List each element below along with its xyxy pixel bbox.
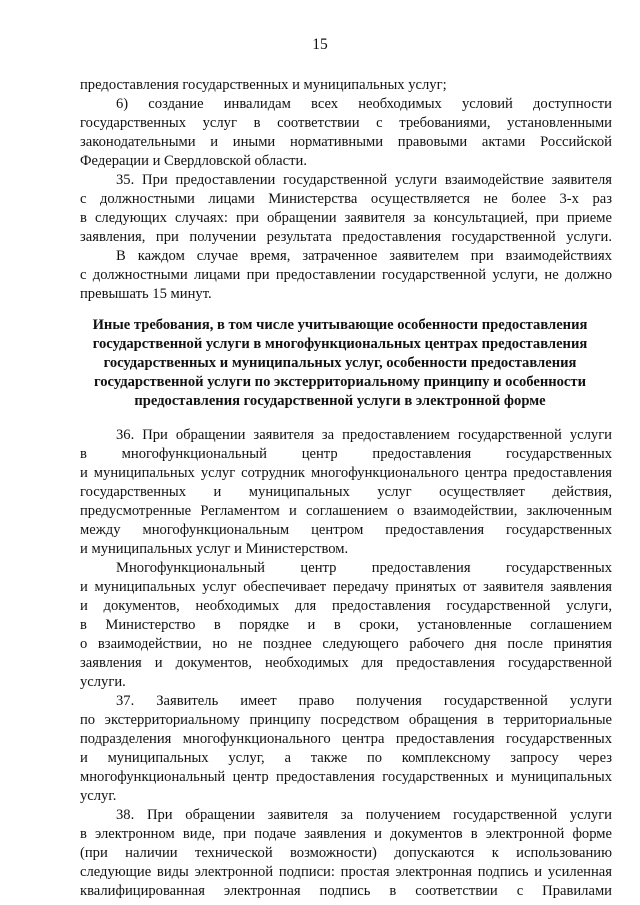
text-line: законодательными и иными нормативными правовыми актами Российской [80, 134, 612, 150]
text-line: 6) создание инвалидам всех необходимых условий доступности [116, 96, 612, 112]
text-line: государственных услуг в соответствии с требованиями, установленными [80, 115, 612, 131]
text-line: и муниципальных услуг, а также по комплексному запросу через [80, 750, 612, 766]
text-line: услуги. [80, 674, 126, 690]
text-line: с должностными лицами Министерства осуществляется не более 3-х раз [80, 191, 612, 207]
text-line: услуг. [80, 788, 117, 804]
section-heading-line: государственной услуги по экстерриториальному принципу и особенности [94, 374, 586, 390]
text-line: превышать 15 минут. [80, 286, 212, 302]
text-line: многофункциональный центр предоставления государственных и муниципальных [80, 769, 612, 785]
text-line: с должностными лицами при предоставлении государственной услуги, не должно [80, 267, 612, 283]
text-line: Многофункциональный центр предоставления государственных [116, 560, 612, 576]
text-line: Федерации и Свердловской области. [80, 153, 307, 169]
text-line: следующие виды электронной подписи: простая электронная подпись и усиленная [80, 864, 612, 880]
text-line: в Министерство в порядке и в сроки, установленные соглашением [80, 617, 612, 633]
text-line: и муниципальных услуг и Министерством. [80, 541, 349, 557]
text-line: подразделения многофункционального центра предоставления государственных [80, 731, 612, 747]
text-line: 37. Заявитель имеет право получения государственной услуги [116, 693, 612, 709]
text-line: между многофункциональным центром предоставления государственных [80, 522, 612, 538]
text-line: предоставления государственных и муниципальных услуг; [80, 77, 447, 93]
text-line: и документов, необходимых для предоставления государственной услуги, [80, 598, 612, 614]
section-heading-line: Иные требования, в том числе учитывающие особенности предоставления [92, 317, 588, 333]
section-heading-line: государственных и муниципальных услуг, особенности предоставления [103, 355, 577, 371]
text-line: в электронном виде, при подаче заявления и документов в электронной форме [80, 826, 612, 842]
section-heading-line: предоставления государственной услуги в электронной форме [134, 393, 546, 409]
text-line: заявления и документов, необходимых для предоставления государственной [80, 655, 612, 671]
text-line: в многофункциональный центр предоставления государственных [80, 446, 612, 462]
text-line: по экстерриториальному принципу посредством обращения в территориальные [80, 712, 612, 728]
text-line: 35. При предоставлении государственной услуги взаимодействие заявителя [116, 172, 612, 188]
text-line: предусмотренные Регламентом и соглашением о взаимодействии, заключенным [80, 503, 612, 519]
text-line: (при наличии технической возможности) допускаются к использованию [80, 845, 612, 861]
page-number: 15 [312, 36, 328, 53]
text-line: и муниципальных услуг сотрудник многофункционального центра предоставления [80, 465, 612, 481]
text-line: заявления, при получении результата предоставления государственной услуги. [80, 229, 612, 245]
text-line: 38. При обращении заявителя за получением государственной услуги [116, 807, 612, 823]
text-line: 36. При обращении заявителя за предоставлением государственной услуги [116, 427, 612, 443]
text-line: В каждом случае время, затраченное заявителем при взаимодействиях [116, 248, 612, 264]
text-line: государственных и муниципальных услуг осуществляет действия, [80, 484, 612, 500]
text-line: квалифицированная электронная подпись в соответствии с Правилами [80, 883, 612, 899]
text-line: о взаимодействии, но не позднее следующего рабочего дня после принятия [80, 636, 612, 652]
text-line: и муниципальных услуг обеспечивает передачу принятых от заявителя заявления [80, 579, 612, 595]
section-heading-line: государственной услуги в многофункциональных центрах предоставления [92, 336, 588, 352]
text-line: в следующих случаях: при обращении заявителя за консультацией, при приеме [80, 210, 612, 226]
